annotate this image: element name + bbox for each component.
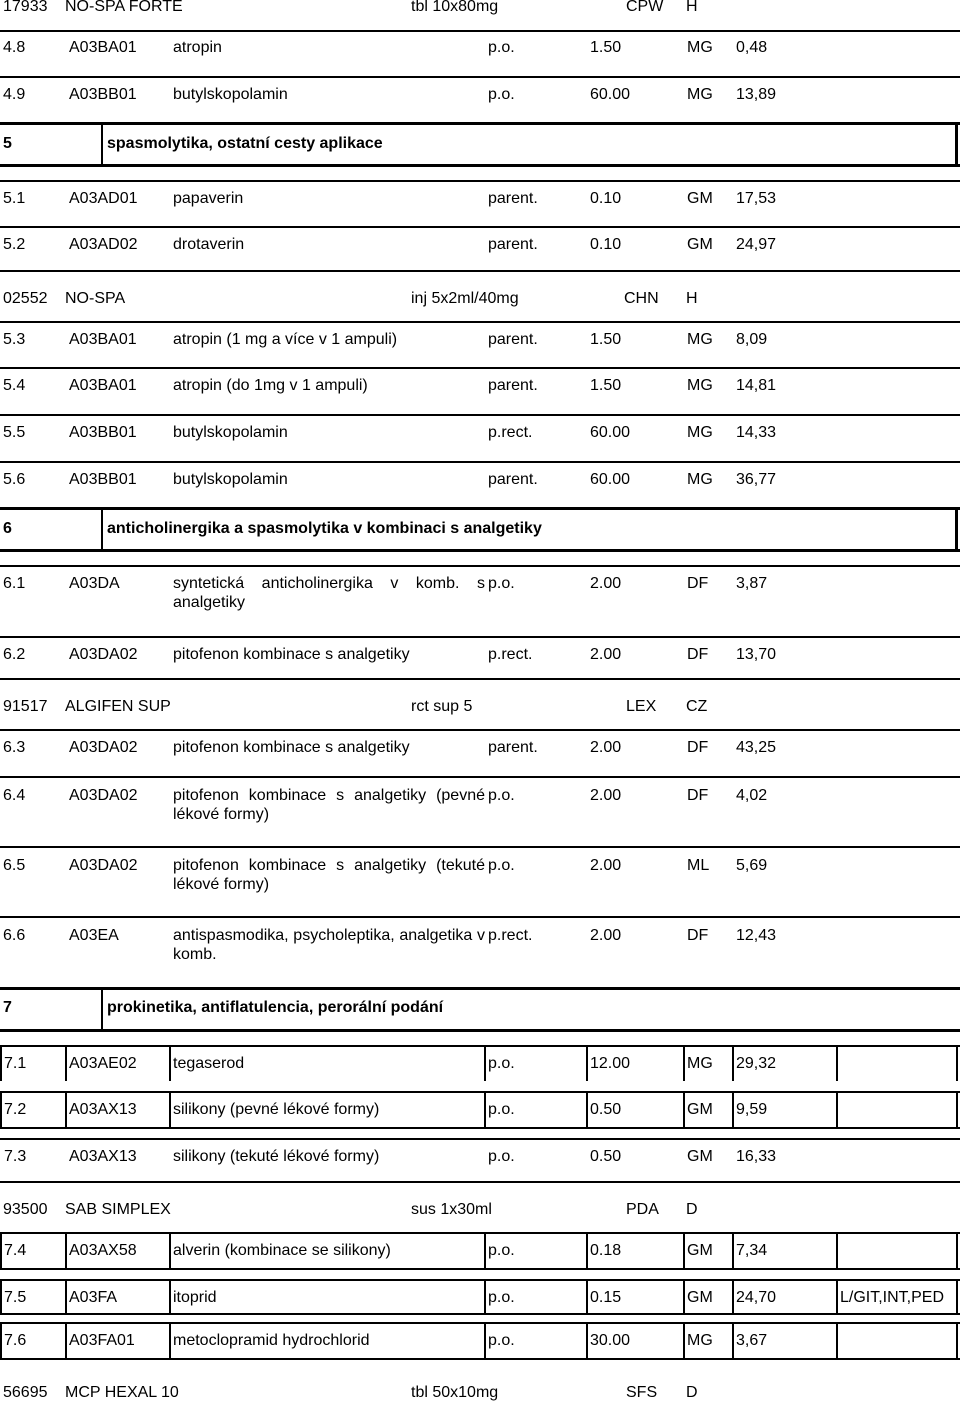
route: parent. [488,739,538,756]
unit: MG [687,424,713,441]
section-right-border [955,122,958,166]
table-row [0,846,960,906]
section-top-border [0,122,960,125]
price: 8,09 [736,331,768,348]
row-divider [0,1358,960,1360]
cell-border [0,1045,2,1081]
price: 4,02 [736,787,768,804]
route: parent. [488,236,538,253]
route: p.rect. [488,927,533,944]
product-code: 56695 [3,1384,48,1401]
product-line [0,0,960,19]
row-number: 6.4 [3,787,26,804]
route: p.o. [488,1332,515,1349]
product-form: rct sup 5 [411,698,473,715]
cell-border [836,1322,838,1358]
cell-border [586,1322,588,1358]
product-form: tbl 50x10mg [411,1384,499,1401]
section-top-border [0,987,960,990]
route: parent. [488,471,538,488]
atc-code: A03FA [69,1289,118,1306]
product-name: NO-SPA FORTE [65,0,183,15]
table-row [0,1091,960,1131]
table-row [0,76,960,116]
section-divider [101,507,103,551]
product-flag: H [686,0,698,15]
route: p.rect. [488,424,533,441]
product-name: ALGIFEN SUP [65,698,171,715]
row-number: 7.2 [4,1101,27,1118]
price: 16,33 [736,1148,777,1165]
substance-name: butylskopolamin [173,471,288,488]
cell-border [169,1279,171,1313]
row-divider [0,916,960,918]
dose: 2.00 [590,646,622,663]
row-number: 5.6 [3,471,26,488]
dose: 0.50 [590,1148,622,1165]
product-holder: CPW [626,0,664,15]
atc-code: A03BB01 [69,424,137,441]
dose: 60.00 [590,86,631,103]
row-number: 5.2 [3,236,26,253]
product-form: tbl 10x80mg [411,0,499,15]
cell-border [836,1232,838,1268]
row-divider [0,1232,960,1234]
section-bottom-border [0,1029,960,1032]
cell-border [0,1322,2,1358]
unit: GM [687,1289,713,1306]
atc-code: A03EA [69,927,119,944]
substance-name: butylskopolamin [173,424,288,441]
row-divider [0,776,960,778]
atc-code: A03AD01 [69,190,138,207]
restriction-note: L/GIT,INT,PED [840,1289,945,1306]
product-holder: CHN [624,290,659,307]
unit: GM [687,1242,713,1259]
row-number: 5.4 [3,377,26,394]
row-divider [0,1138,960,1140]
product-flag: D [686,1384,698,1401]
price: 24,97 [736,236,777,253]
section-header [0,987,960,1033]
section-header [0,507,960,553]
unit: MG [687,1055,713,1072]
unit: DF [687,927,709,944]
route: p.o. [488,1242,515,1259]
row-divider [0,76,960,78]
product-code: 91517 [3,698,48,715]
cell-border [956,1322,958,1358]
section-bottom-border [0,164,960,167]
dose: 60.00 [590,471,631,488]
cell-border [484,1322,486,1358]
route: p.o. [488,86,515,103]
cell-border [0,1091,2,1127]
dose: 0.10 [590,190,622,207]
row-number: 6.3 [3,739,26,756]
substance-name: papaverin [173,190,244,207]
price: 29,32 [736,1055,777,1072]
cell-border [732,1279,734,1313]
row-divider [0,1322,960,1324]
row-divider [0,678,960,680]
product-flag: D [686,1201,698,1218]
atc-code: A03DA02 [69,739,138,756]
dose: 12.00 [590,1055,631,1072]
section-title: spasmolytika, ostatní cesty aplikace [107,135,383,152]
atc-code: A03DA02 [69,646,138,663]
unit: MG [687,86,713,103]
row-divider [0,1045,960,1047]
atc-code: A03BA01 [69,377,137,394]
table-row [0,916,960,976]
section-header [0,122,960,168]
product-name: SAB SIMPLEX [65,1201,171,1218]
unit: DF [687,575,709,592]
cell-border [484,1091,486,1127]
route: parent. [488,190,538,207]
price: 3,87 [736,575,768,592]
row-divider [0,636,960,638]
product-flag: H [686,290,698,307]
substance-name: atropin (1 mg a více v 1 ampuli) [173,331,398,348]
price: 13,70 [736,646,777,663]
cell-border [956,1045,958,1081]
route: parent. [488,331,538,348]
unit: MG [687,39,713,56]
product-holder: LEX [626,698,657,715]
product-line [0,1181,960,1231]
unit: ML [687,857,710,874]
cell-border [683,1045,685,1081]
cell-border [65,1279,67,1313]
row-number: 4.9 [3,86,26,103]
cell-border [732,1091,734,1127]
row-divider [0,1313,960,1315]
table-row [0,1232,960,1272]
dose: 2.00 [590,787,622,804]
cell-border [586,1279,588,1313]
dose: 0.10 [590,236,622,253]
product-line [0,270,960,320]
product-code: 93500 [3,1201,48,1218]
row-number: 4.8 [3,39,26,56]
cell-border [956,1232,958,1268]
table-row [0,367,960,407]
row-divider [0,1279,960,1281]
atc-code: A03DA02 [69,787,138,804]
atc-code: A03BA01 [69,331,137,348]
product-form: inj 5x2ml/40mg [411,290,519,307]
cell-border [169,1232,171,1268]
cell-border [169,1091,171,1127]
row-divider [0,367,960,369]
price: 14,33 [736,424,777,441]
product-holder: PDA [626,1201,659,1218]
section-title: prokinetika, antiflatulencia, perorální podání [107,999,444,1016]
row-number: 6.5 [3,857,26,874]
substance-name: drotaverin [173,236,245,253]
atc-code: A03DA [69,575,120,592]
cell-border [836,1091,838,1127]
row-divider [0,1268,960,1270]
substance-name: antispasmodika, psycholeptika, analgetika v komb. [173,927,485,963]
price: 9,59 [736,1101,768,1118]
atc-code: A03BB01 [69,86,137,103]
cell-border [586,1091,588,1127]
unit: GM [687,236,713,253]
row-number: 5.1 [3,190,26,207]
product-line [0,1374,960,1404]
section-number: 7 [3,999,12,1016]
row-number: 7.6 [4,1332,27,1349]
substance-name: tegaserod [173,1055,245,1072]
atc-code: A03AX13 [69,1101,137,1118]
product-code: 02552 [3,290,48,307]
route: p.o. [488,1055,515,1072]
dose: 0.15 [590,1289,622,1306]
row-number: 7.4 [4,1242,27,1259]
cell-border [956,1091,958,1127]
dose: 0.18 [590,1242,622,1259]
dose: 60.00 [590,424,631,441]
price: 12,43 [736,927,777,944]
row-number: 6.2 [3,646,26,663]
row-divider [0,226,960,228]
price: 43,25 [736,739,777,756]
section-bottom-border [0,549,960,552]
route: parent. [488,377,538,394]
product-flag: CZ [686,698,708,715]
price: 17,53 [736,190,777,207]
price: 7,34 [736,1242,768,1259]
row-divider [0,180,960,182]
unit: MG [687,471,713,488]
atc-code: A03AD02 [69,236,138,253]
dose: 2.00 [590,927,622,944]
dose: 2.00 [590,857,622,874]
row-divider [0,565,960,567]
cell-border [683,1279,685,1313]
table-row [0,180,960,220]
cell-border [65,1091,67,1127]
atc-code: A03AX13 [69,1148,137,1165]
route: p.o. [488,787,515,804]
cell-border [586,1045,588,1081]
table-row [0,1279,960,1319]
route: p.o. [488,1148,515,1165]
row-divider [0,30,960,32]
substance-name: butylskopolamin [173,86,288,103]
price: 13,89 [736,86,777,103]
price: 36,77 [736,471,777,488]
row-divider [0,461,960,463]
price: 5,69 [736,857,768,874]
section-top-border [0,507,960,510]
table-row [0,636,960,676]
unit: GM [687,190,713,207]
price: 14,81 [736,377,777,394]
cell-border [169,1045,171,1081]
substance-name: atropin (do 1mg v 1 ampuli) [173,377,368,394]
substance-name: atropin [173,39,222,56]
substance-name: metoclopramid hydrochlorid [173,1332,370,1349]
unit: GM [687,1101,713,1118]
table-row [0,30,960,70]
product-name: MCP HEXAL 10 [65,1384,179,1401]
price: 3,67 [736,1332,768,1349]
product-form: sus 1x30ml [411,1201,492,1218]
table-row [0,1322,960,1362]
row-number: 5.3 [3,331,26,348]
section-number: 5 [3,135,12,152]
product-name: NO-SPA [65,290,126,307]
dose: 2.00 [590,739,622,756]
substance-name: itoprid [173,1289,217,1306]
cell-border [484,1045,486,1081]
table-row [0,1138,960,1178]
route: p.o. [488,857,515,874]
substance-name: alverin (kombinace se silikony) [173,1242,391,1259]
substance-name: pitofenon kombinace s analgetiky [173,739,410,756]
cell-border [169,1322,171,1358]
unit: DF [687,787,709,804]
cell-border [732,1232,734,1268]
product-line [0,678,960,728]
section-divider [101,122,103,166]
cell-border [484,1232,486,1268]
unit: DF [687,646,709,663]
row-divider [0,1181,960,1183]
unit: DF [687,739,709,756]
atc-code: A03BB01 [69,471,137,488]
cell-border [836,1279,838,1313]
table-row [0,729,960,769]
unit: MG [687,1332,713,1349]
table-row [0,776,960,836]
route: p.rect. [488,646,533,663]
atc-code: A03DA02 [69,857,138,874]
route: p.o. [488,1289,515,1306]
substance-name: silikony (tekuté lékové formy) [173,1148,380,1165]
route: p.o. [488,575,515,592]
cell-border [0,1232,2,1268]
cell-border [65,1232,67,1268]
row-number: 7.1 [4,1055,27,1072]
dose: 1.50 [590,377,622,394]
cell-border [683,1322,685,1358]
cell-border [732,1045,734,1081]
atc-code: A03FA01 [69,1332,135,1349]
cell-border [65,1045,67,1081]
row-number: 6.1 [3,575,26,592]
section-number: 6 [3,520,12,537]
cell-border [683,1232,685,1268]
product-holder: SFS [626,1384,658,1401]
cell-border [836,1045,838,1081]
substance-name: silikony (pevné lékové formy) [173,1101,380,1118]
cell-border [683,1091,685,1127]
section-divider [101,987,103,1031]
unit: MG [687,377,713,394]
row-divider [0,270,960,272]
row-number: 6.6 [3,927,26,944]
route: p.o. [488,39,515,56]
row-divider [0,1127,960,1129]
dose: 1.50 [590,39,622,56]
row-divider [0,321,960,323]
atc-code: A03BA01 [69,39,137,56]
table-row [0,565,960,625]
unit: MG [687,331,713,348]
cell-border [0,1279,2,1313]
atc-code: A03AX58 [69,1242,137,1259]
route: p.o. [488,1101,515,1118]
dose: 2.00 [590,575,622,592]
table-row [0,226,960,266]
substance-name: pitofenon kombinace s analgetiky (tekuté lékové formy) [173,857,485,893]
cell-border [956,1279,958,1313]
row-number: 5.5 [3,424,26,441]
substance-name: pitofenon kombinace s analgetiky (pevné lékové formy) [173,787,485,823]
unit: GM [687,1148,713,1165]
cell-border [586,1232,588,1268]
price: 24,70 [736,1289,777,1306]
row-divider [0,1091,960,1093]
cell-border [484,1279,486,1313]
table-row [0,1045,960,1085]
dose: 0.50 [590,1101,622,1118]
cell-border [65,1322,67,1358]
cell-border [732,1322,734,1358]
row-divider [0,846,960,848]
substance-name: pitofenon kombinace s analgetiky [173,646,410,663]
table-row [0,321,960,361]
price: 0,48 [736,39,768,56]
substance-name: syntetická anticholinergika v komb. s analgetiky [173,575,485,611]
section-title: anticholinergika a spasmolytika v kombinaci s analgetiky [107,520,542,537]
section-right-border [955,507,958,551]
dose: 1.50 [590,331,622,348]
table-row [0,461,960,501]
row-number: 7.5 [4,1289,27,1306]
row-number: 7.3 [4,1148,27,1165]
table-row [0,414,960,454]
dose: 30.00 [590,1332,631,1349]
row-divider [0,414,960,416]
row-divider [0,729,960,731]
product-code: 17933 [3,0,48,15]
atc-code: A03AE02 [69,1055,137,1072]
